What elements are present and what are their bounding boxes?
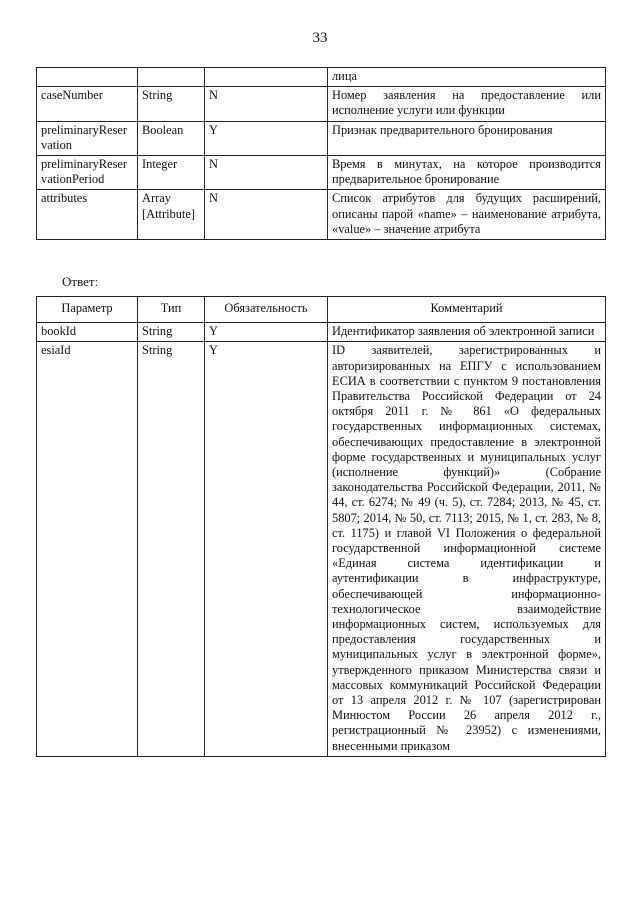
table-row [37, 68, 606, 87]
param-required-cell: Y [205, 342, 328, 756]
param-name-cell: esiaId [37, 342, 138, 756]
table-header-row [37, 297, 606, 323]
request-parameters-table [36, 67, 606, 240]
param-type-cell: String [138, 323, 205, 342]
param-comment-cell: Номер заявления на предоставление или исполнение услуги или функции [328, 87, 606, 121]
param-type-cell: Boolean [138, 121, 205, 155]
param-comment-cell: Список атрибутов для будущих расширений, описаны парой «name» – наименование атрибута, «value» – значение атрибута [328, 190, 606, 240]
param-type-cell: Array [Attribute] [138, 190, 205, 240]
table-row [37, 121, 606, 155]
param-name-cell: bookId [37, 323, 138, 342]
table-row [37, 323, 606, 342]
param-name-cell [37, 68, 138, 87]
param-name-cell: attributes [37, 190, 138, 240]
param-required-cell: N [205, 87, 328, 121]
param-type-cell: String [138, 342, 205, 756]
param-required-cell: N [205, 190, 328, 240]
param-required-cell: Y [205, 323, 328, 342]
header-param: Параметр [37, 297, 138, 323]
header-type: Тип [138, 297, 205, 323]
table-row [37, 87, 606, 121]
response-parameters-table [36, 296, 606, 757]
header-required: Обязательность [205, 297, 328, 323]
param-required-cell [205, 68, 328, 87]
param-comment-cell: Признак предварительного бронирования [328, 121, 606, 155]
param-required-cell: N [205, 156, 328, 190]
param-comment-cell: ID заявителей, зарегистрированных и авторизированных на ЕПГУ с использованием ЕСИА в соответствии с пунктом 9 постановления Правительства Российской Федерации от 24 октября 2011 г. № 861 «О федеральных государственных информационных системах, обеспечивающих предоставление в электронной форме государственных и муниципальных услуг (исполнение функций)» (Собрание законодательства Российской Федерации, 2011, № 44, ст. 6274; № 49 (ч. 5), ст. 7284; 2013, № 45, ст. 5807; 2014, № 50, ст. 7113; 2015, № 1, ст. 283, № 8, ст. 1175) и главой VI Положения о федеральной государственной информационной системе «Единая система идентификации и аутентификации в инфраструктуре, обеспечивающей информационно-технологическое взаимодействие информационных систем, используемых для предоставления государственных и муниципальных услуг в электронной форме», утвержденного приказом Министерства связи и массовых коммуникаций Российской Федерации от 13 апреля 2012 г. № 107 (зарегистрирован Минюстом России 26 апреля 2012 г., регистрационный № 23952) с изменениями, внесенными приказом [328, 342, 606, 756]
header-comment: Комментарий [328, 297, 606, 323]
param-required-cell: Y [205, 121, 328, 155]
param-type-cell: String [138, 87, 205, 121]
answer-label: Ответ: [62, 274, 99, 289]
param-comment-cell: Время в минутах, на которое производится предварительное бронирование [328, 156, 606, 190]
table-row [37, 190, 606, 240]
table-row [37, 156, 606, 190]
param-comment-cell: лица [328, 68, 606, 87]
param-type-cell: Integer [138, 156, 205, 190]
table-row [37, 342, 606, 756]
page-number: 33 [312, 30, 328, 46]
param-name-cell: preliminaryReservationPeriod [37, 156, 138, 190]
param-name-cell: preliminaryReservation [37, 121, 138, 155]
param-type-cell [138, 68, 205, 87]
param-comment-cell: Идентификатор заявления об электронной записи [328, 323, 606, 342]
param-name-cell: caseNumber [37, 87, 138, 121]
